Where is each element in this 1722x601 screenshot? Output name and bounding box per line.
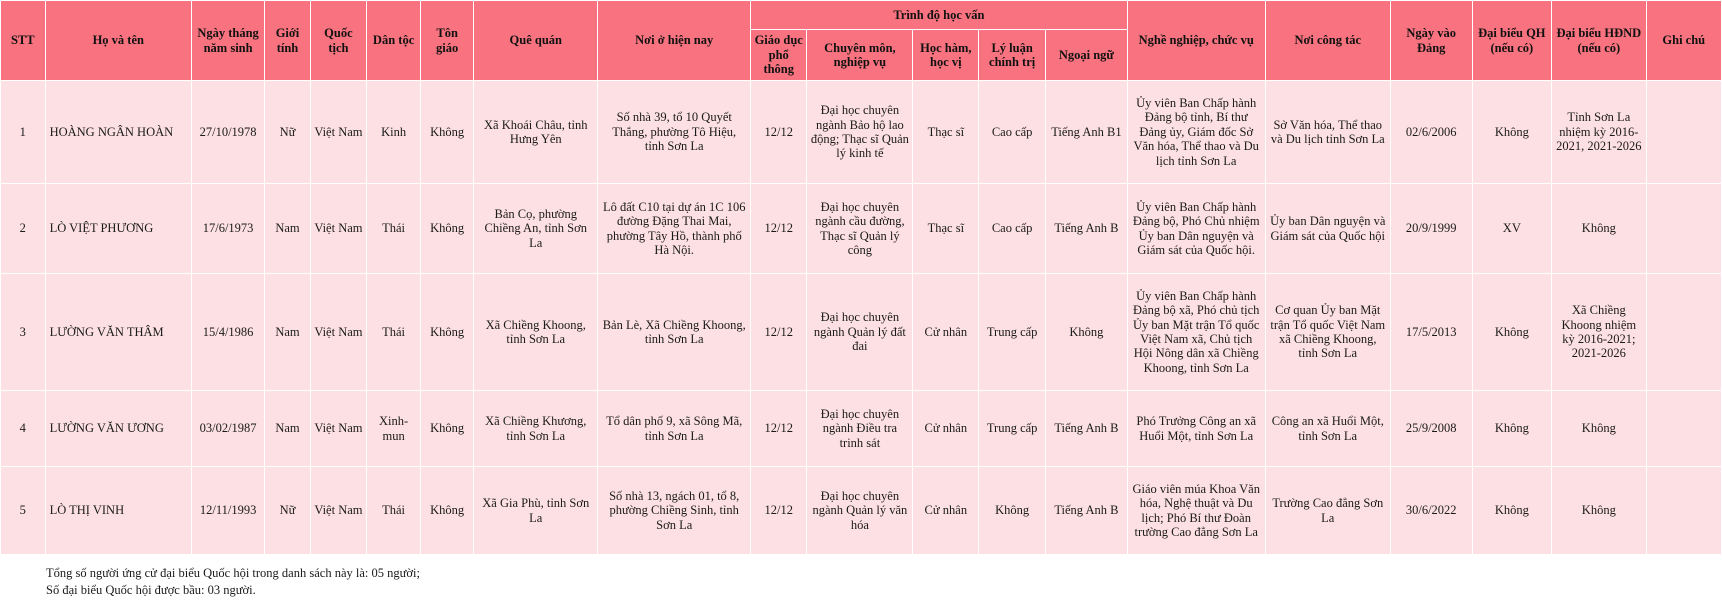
header-residence: Nơi ở hiện nay [598,1,751,81]
header-gender: Giới tính [265,1,311,81]
cell-degree: Cử nhân [913,274,979,391]
cell-ethnicity: Kinh [367,81,421,184]
header-degree: Học hàm, học vị [913,30,979,81]
cell-residence: Số nhà 13, ngách 01, tổ 8, phường Chiềng Sinh, tỉnh Sơn La [598,467,751,555]
cell-hometown: Xã Gia Phù, tỉnh Sơn La [474,467,598,555]
header-party-date: Ngày vào Đảng [1390,1,1472,81]
cell-occupation: Giáo viên múa Khoa Văn hóa, Nghệ thuật và Du lịch; Phó Bí thư Đoàn trường Cao đẳng Sơn La [1127,467,1265,555]
cell-gender: Nam [265,391,311,467]
cell-political-theory: Cao cấp [979,184,1046,274]
cell-pc-delegate: Xã Chiềng Khoong nhiệm kỳ 2016-2021; 2021-2026 [1552,274,1646,391]
summary-footer [46,565,420,599]
header-na-delegate: Đại biểu QH (nếu có) [1472,1,1552,81]
header-ethnicity: Dân tộc [367,1,421,81]
cell-general-edu: 12/12 [751,81,807,184]
header-pc-delegate: Đại biểu HĐND (nếu có) [1552,1,1646,81]
header-religion: Tôn giáo [421,1,474,81]
cell-stt: 3 [1,274,46,391]
cell-hometown: Bản Cọ, phường Chiềng An, tỉnh Sơn La [474,184,598,274]
table-row [1,184,1722,274]
cell-occupation: Ủy viên Ban Chấp hành Đảng bộ xã, Phó chủ tịch Ủy ban Mặt trận Tổ quốc Việt Nam xã, Chủ tịch Hội Nông dân xã Chiềng Khoong, tỉnh Sơn La [1127,274,1265,391]
cell-gender: Nữ [265,81,311,184]
cell-hometown: Xã Khoái Châu, tỉnh Hưng Yên [474,81,598,184]
cell-nationality: Việt Nam [310,391,366,467]
cell-na-delegate: Không [1472,81,1552,184]
cell-name: LƯỜNG VĂN ƯƠNG [45,391,191,467]
table-row [1,467,1722,555]
cell-stt: 4 [1,391,46,467]
cell-workplace: Sở Văn hóa, Thể thao và Du lịch tỉnh Sơn La [1265,81,1390,184]
cell-dob: 12/11/1993 [191,467,264,555]
header-general-edu: Giáo dục phổ thông [751,30,807,81]
cell-pc-delegate: Tỉnh Sơn La nhiệm kỳ 2016-2021, 2021-2026 [1552,81,1646,184]
table-row [1,391,1722,467]
cell-workplace: Công an xã Huổi Một, tỉnh Sơn La [1265,391,1390,467]
cell-hometown: Xã Chiềng Khương, tỉnh Sơn La [474,391,598,467]
cell-ethnicity: Xinh-mun [367,391,421,467]
cell-gender: Nam [265,274,311,391]
cell-political-theory: Cao cấp [979,81,1046,184]
cell-ethnicity: Thái [367,184,421,274]
cell-note [1646,391,1721,467]
header-education-group: Trình độ học vấn [751,1,1128,30]
cell-ethnicity: Thái [367,274,421,391]
cell-occupation: Phó Trưởng Công an xã Huổi Một, tỉnh Sơn La [1127,391,1265,467]
header-stt: STT [1,1,46,81]
cell-specialty: Đại học chuyên ngành Điều tra trinh sát [807,391,913,467]
cell-workplace: Cơ quan Ủy ban Mặt trận Tổ quốc Việt Nam xã Chiềng Khoong, tỉnh Sơn La [1265,274,1390,391]
cell-dob: 15/4/1986 [191,274,264,391]
cell-degree: Cử nhân [913,467,979,555]
cell-general-edu: 12/12 [751,391,807,467]
header-dob: Ngày tháng năm sinh [191,1,264,81]
cell-party-date: 20/9/1999 [1390,184,1472,274]
cell-name: LÒ THỊ VINH [45,467,191,555]
cell-name: LƯỜNG VĂN THÂM [45,274,191,391]
cell-political-theory: Trung cấp [979,274,1046,391]
cell-general-edu: 12/12 [751,274,807,391]
header-specialty: Chuyên môn, nghiệp vụ [807,30,913,81]
cell-nationality: Việt Nam [310,274,366,391]
cell-stt: 5 [1,467,46,555]
table-row [1,274,1722,391]
cell-degree: Thạc sĩ [913,184,979,274]
cell-dob: 27/10/1978 [191,81,264,184]
cell-dob: 17/6/1973 [191,184,264,274]
cell-specialty: Đại học chuyên ngành cầu đường, Thạc sĩ Quản lý công [807,184,913,274]
cell-name: HOÀNG NGÂN HOÀN [45,81,191,184]
cell-language: Tiếng Anh B1 [1046,81,1128,184]
cell-party-date: 02/6/2006 [1390,81,1472,184]
cell-party-date: 25/9/2008 [1390,391,1472,467]
cell-workplace: Trường Cao đẳng Sơn La [1265,467,1390,555]
cell-pc-delegate: Không [1552,467,1646,555]
cell-degree: Thạc sĩ [913,81,979,184]
header-nationality: Quốc tịch [310,1,366,81]
cell-specialty: Đại học chuyên ngành Bảo hộ lao động; Thạc sĩ Quản lý kinh tế [807,81,913,184]
summary-seats: Số đại biểu Quốc hội được bầu: 03 người. [46,583,256,597]
cell-na-delegate: Không [1472,274,1552,391]
cell-degree: Cử nhân [913,391,979,467]
cell-gender: Nữ [265,467,311,555]
cell-pc-delegate: Không [1552,184,1646,274]
cell-residence: Lô đất C10 tại dự án 1C 106 đường Đặng Thai Mai, phường Tây Hồ, thành phố Hà Nội. [598,184,751,274]
cell-general-edu: 12/12 [751,184,807,274]
cell-language: Không [1046,274,1128,391]
summary-total-candidates: Tổng số người ứng cử đại biểu Quốc hội trong danh sách này là: 05 người; [46,566,420,580]
cell-note [1646,81,1721,184]
cell-pc-delegate: Không [1552,391,1646,467]
cell-workplace: Ủy ban Dân nguyện và Giám sát của Quốc hội [1265,184,1390,274]
cell-religion: Không [421,391,474,467]
cell-religion: Không [421,81,474,184]
cell-political-theory: Trung cấp [979,391,1046,467]
cell-gender: Nam [265,184,311,274]
header-political-theory: Lý luận chính trị [979,30,1046,81]
cell-name: LÒ VIỆT PHƯƠNG [45,184,191,274]
cell-dob: 03/02/1987 [191,391,264,467]
cell-note [1646,274,1721,391]
cell-religion: Không [421,467,474,555]
cell-residence: Bản Lè, Xã Chiềng Khoong, tỉnh Sơn La [598,274,751,391]
cell-specialty: Đại học chuyên ngành Quản lý văn hóa [807,467,913,555]
cell-political-theory: Không [979,467,1046,555]
cell-party-date: 17/5/2013 [1390,274,1472,391]
table-row [1,81,1722,184]
cell-residence: Số nhà 39, tổ 10 Quyết Thắng, phường Tô Hiệu, tỉnh Sơn La [598,81,751,184]
cell-note [1646,467,1721,555]
cell-nationality: Việt Nam [310,467,366,555]
cell-stt: 1 [1,81,46,184]
header-workplace: Nơi công tác [1265,1,1390,81]
cell-occupation: Ủy viên Ban Chấp hành Đảng bộ, Phó Chủ nhiệm Ủy ban Dân nguyện và Giám sát của Quốc hội. [1127,184,1265,274]
cell-party-date: 30/6/2022 [1390,467,1472,555]
cell-occupation: Ủy viên Ban Chấp hành Đảng bộ tỉnh, Bí thư Đảng ủy, Giám đốc Sở Văn hóa, Thể thao và Du lịch tỉnh Sơn La [1127,81,1265,184]
header-language: Ngoại ngữ [1046,30,1128,81]
cell-ethnicity: Thái [367,467,421,555]
cell-specialty: Đại học chuyên ngành Quản lý đất đai [807,274,913,391]
cell-nationality: Việt Nam [310,81,366,184]
cell-religion: Không [421,274,474,391]
cell-stt: 2 [1,184,46,274]
cell-na-delegate: XV [1472,184,1552,274]
cell-na-delegate: Không [1472,391,1552,467]
cell-general-edu: 12/12 [751,467,807,555]
cell-religion: Không [421,184,474,274]
header-occupation: Nghề nghiệp, chức vụ [1127,1,1265,81]
header-note: Ghi chú [1646,1,1721,81]
cell-na-delegate: Không [1472,467,1552,555]
header-name: Họ và tên [45,1,191,81]
cell-hometown: Xã Chiềng Khoong, tỉnh Sơn La [474,274,598,391]
cell-residence: Tổ dân phố 9, xã Sông Mã, tỉnh Sơn La [598,391,751,467]
cell-note [1646,184,1721,274]
cell-nationality: Việt Nam [310,184,366,274]
cell-language: Tiếng Anh B [1046,391,1128,467]
cell-language: Tiếng Anh B [1046,467,1128,555]
header-hometown: Quê quán [474,1,598,81]
cell-language: Tiếng Anh B [1046,184,1128,274]
